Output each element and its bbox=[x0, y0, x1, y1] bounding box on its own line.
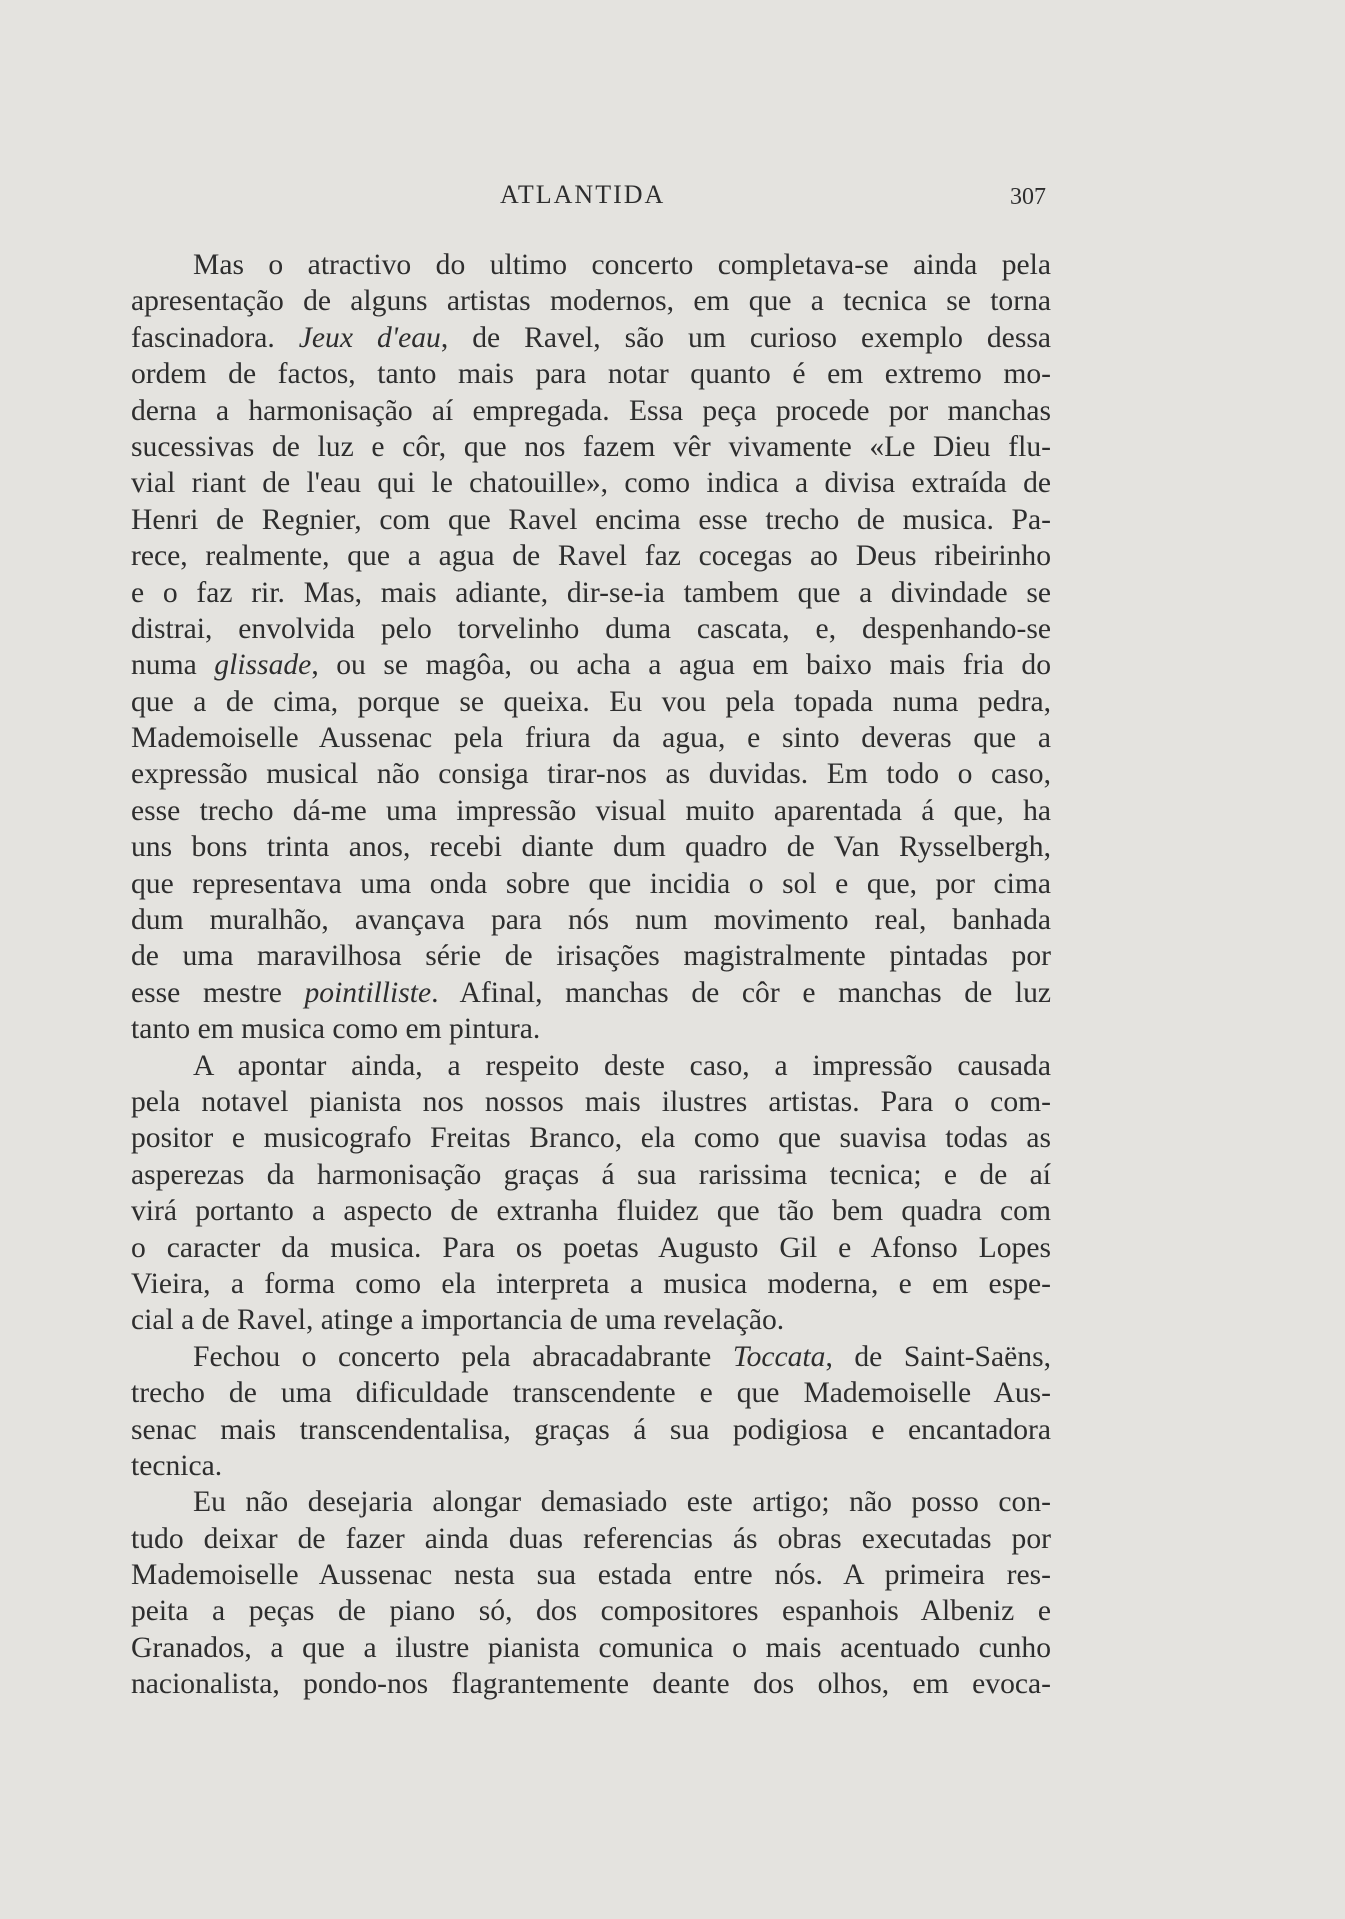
text-line bbox=[131, 1521, 1051, 1557]
text-line bbox=[131, 465, 1051, 501]
text-run: vial riant de l'eau qui le chatouille», como indica a divisa extraída de bbox=[131, 467, 1051, 500]
text-run: Fechou o concerto pela abracadabrante bbox=[193, 1340, 733, 1373]
text-line bbox=[131, 1630, 1051, 1666]
text-line bbox=[131, 1193, 1051, 1229]
text-line bbox=[131, 1011, 1051, 1047]
text-line bbox=[131, 1593, 1051, 1629]
text-run: esse mestre bbox=[131, 976, 305, 1009]
text-run: asperezas da harmonisação graças á sua rarissima tecnica; e de aí bbox=[131, 1158, 1051, 1191]
text-run: tecnica. bbox=[131, 1449, 223, 1482]
text-run: numa bbox=[131, 649, 215, 682]
text-run: Mademoiselle Aussenac pela friura da agua, e sinto deveras que a bbox=[131, 722, 1051, 755]
text-line bbox=[131, 1484, 1051, 1520]
text-run: que a de cima, porque se queixa. Eu vou pela topada numa pedra, bbox=[131, 685, 1051, 718]
text-run: Granados, a que a ilustre pianista comunica o mais acentuado cunho bbox=[131, 1631, 1051, 1664]
running-header bbox=[0, 180, 1345, 220]
text-run: esse trecho dá-me uma impressão visual muito aparentada á que, ha bbox=[131, 794, 1051, 827]
text-run: cial a de Ravel, atinge a importancia de uma revelação. bbox=[131, 1304, 785, 1337]
italic-text: Toccata bbox=[732, 1340, 826, 1373]
text-line bbox=[131, 720, 1051, 756]
text-line bbox=[131, 1375, 1051, 1411]
text-line bbox=[131, 611, 1051, 647]
running-title: ATLANTIDA bbox=[500, 180, 666, 209]
text-line bbox=[131, 1412, 1051, 1448]
text-line bbox=[131, 1339, 1051, 1375]
text-run: que representava uma onda sobre que incidia o sol e que, por cima bbox=[131, 867, 1051, 900]
text-run: expressão musical não consiga tirar-nos as duvidas. Em todo o caso, bbox=[131, 758, 1051, 791]
text-run: Eu não desejaria alongar demasiado este artigo; não posso con- bbox=[193, 1486, 1051, 1519]
text-run: Henri de Regnier, com que Ravel encima esse trecho de musica. Pa- bbox=[131, 503, 1051, 536]
text-run: de uma maravilhosa série de irisações magistralmente pintadas por bbox=[131, 940, 1051, 973]
text-line bbox=[131, 1302, 1051, 1338]
text-line bbox=[131, 575, 1051, 611]
text-line bbox=[131, 756, 1051, 792]
text-run: Mademoiselle Aussenac nesta sua estada entre nós. A primeira res- bbox=[131, 1559, 1051, 1592]
text-run: trecho de uma dificuldade transcendente e que Mademoiselle Aus- bbox=[131, 1377, 1051, 1410]
text-run: e o faz rir. Mas, mais adiante, dir-se-ia tambem que a divindade se bbox=[131, 576, 1051, 609]
text-line bbox=[131, 283, 1051, 319]
text-run: nacionalista, pondo-nos flagrantemente deante dos olhos, em evoca- bbox=[131, 1668, 1051, 1701]
italic-text: Jeux d'eau bbox=[298, 321, 441, 354]
text-run: tudo deixar de fazer ainda duas referencias ás obras executadas por bbox=[131, 1522, 1051, 1555]
text-line bbox=[131, 1557, 1051, 1593]
text-line bbox=[131, 1120, 1051, 1156]
page-number: 307 bbox=[1010, 184, 1046, 210]
text-run: tanto em musica como em pintura. bbox=[131, 1013, 541, 1046]
text-line bbox=[131, 902, 1051, 938]
text-line bbox=[131, 866, 1051, 902]
text-run: A apontar ainda, a respeito deste caso, a impressão causada bbox=[193, 1049, 1051, 1082]
text-run: fascinadora. bbox=[131, 321, 299, 354]
text-run: dum muralhão, avançava para nós num movimento real, banhada bbox=[131, 904, 1051, 937]
text-run: , de Ravel, são um curioso exemplo dessa bbox=[440, 321, 1051, 354]
text-run: Vieira, a forma como ela interpreta a musica moderna, e em espe- bbox=[131, 1267, 1051, 1300]
text-line bbox=[131, 647, 1051, 683]
text-line bbox=[131, 538, 1051, 574]
text-run: ordem de factos, tanto mais para notar quanto é em extremo mo- bbox=[131, 358, 1051, 391]
text-line bbox=[131, 684, 1051, 720]
text-run: virá portanto a aspecto de extranha fluidez que tão bem quadra com bbox=[131, 1195, 1051, 1228]
text-run: apresentação de alguns artistas modernos, em que a tecnica se torna bbox=[131, 285, 1051, 318]
text-line bbox=[131, 975, 1051, 1011]
text-line bbox=[131, 1157, 1051, 1193]
text-line bbox=[131, 1230, 1051, 1266]
text-line bbox=[131, 1048, 1051, 1084]
text-line bbox=[131, 429, 1051, 465]
text-line bbox=[131, 938, 1051, 974]
text-run: rece, realmente, que a agua de Ravel faz cocegas ao Deus ribeirinho bbox=[131, 540, 1051, 573]
text-run: , ou se magôa, ou acha a agua em baixo mais fria do bbox=[311, 649, 1051, 682]
italic-text: pointilliste bbox=[304, 976, 432, 1009]
text-line bbox=[131, 502, 1051, 538]
text-line bbox=[131, 1666, 1051, 1702]
text-run: uns bons trinta anos, recebi diante dum quadro de Van Rysselbergh, bbox=[131, 831, 1051, 864]
text-run: positor e musicografo Freitas Branco, ela como que suavisa todas as bbox=[131, 1122, 1051, 1155]
text-line bbox=[131, 829, 1051, 865]
text-line bbox=[131, 1084, 1051, 1120]
text-line bbox=[131, 320, 1051, 356]
text-line bbox=[131, 793, 1051, 829]
text-run: senac mais transcendentalisa, graças á sua podigiosa e encantadora bbox=[131, 1413, 1051, 1446]
text-run: pela notavel pianista nos nossos mais ilustres artistas. Para o com- bbox=[131, 1085, 1051, 1118]
italic-text: glissade bbox=[214, 649, 312, 682]
text-run: Mas o atractivo do ultimo concerto completava-se ainda pela bbox=[193, 249, 1051, 281]
text-run: distrai, envolvida pelo torvelinho duma cascata, e, despenhando-se bbox=[131, 612, 1051, 645]
body-text bbox=[131, 247, 1051, 1703]
text-run: . Afinal, manchas de côr e manchas de luz bbox=[431, 976, 1052, 1009]
text-line bbox=[131, 1266, 1051, 1302]
text-run: sucessivas de luz e côr, que nos fazem vêr vivamente «Le Dieu flu- bbox=[131, 430, 1051, 463]
text-run: , de Saint-Saëns, bbox=[825, 1340, 1051, 1373]
text-line bbox=[131, 1448, 1051, 1484]
text-run: derna a harmonisação aí empregada. Essa peça procede por manchas bbox=[131, 394, 1051, 427]
text-run: o caracter da musica. Para os poetas Augusto Gil e Afonso Lopes bbox=[131, 1231, 1051, 1264]
text-line bbox=[131, 247, 1051, 283]
text-run: peita a peças de piano só, dos compositores espanhois Albeniz e bbox=[131, 1595, 1051, 1628]
text-line bbox=[131, 393, 1051, 429]
text-line bbox=[131, 356, 1051, 392]
